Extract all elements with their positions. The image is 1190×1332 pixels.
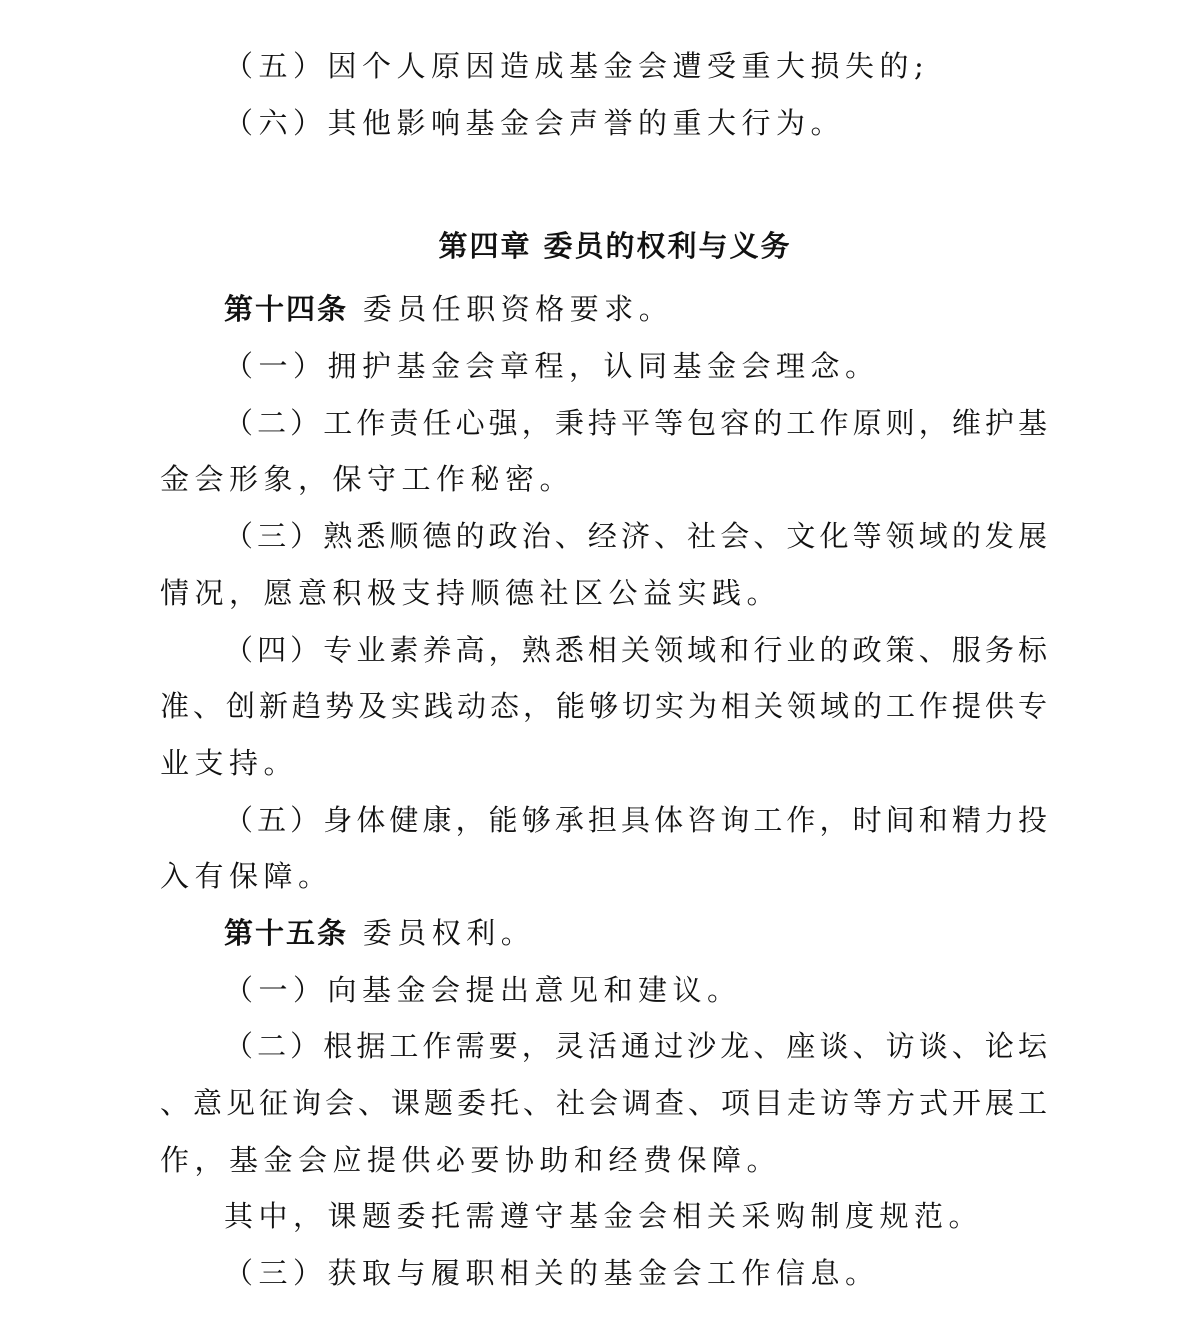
article-15-item-1: （一）向基金会提出意见和建议。 xyxy=(224,972,742,1007)
article-15-item-2-line-2: 、意见征询会、课题委托、社会调查、项目走访等方式开展工 xyxy=(160,1086,1050,1120)
document-page xyxy=(160,38,1050,1302)
article-14-item-2-line-1: （二）工作责任心强，秉持平等包容的工作原则，维护基 xyxy=(224,405,1050,440)
section-gap xyxy=(160,151,1050,211)
article-14-title: 第十四条 xyxy=(224,292,349,327)
article-15-line xyxy=(160,905,1050,962)
item-six-previous: （六）其他影响基金会声誉的重大行为。 xyxy=(224,105,846,140)
article-14-item-1: （一）拥护基金会章程，认同基金会理念。 xyxy=(224,349,880,384)
article-15-note: 其中，课题委托需遵守基金会相关采购制度规范。 xyxy=(224,1199,984,1234)
article-14-item-3-line-1: （三）熟悉顺德的政治、经济、社会、文化等领域的发展 xyxy=(224,519,1050,554)
article-14-item-4-line-1: （四）专业素养高，熟悉相关领域和行业的政策、服务标 xyxy=(224,632,1050,667)
article-15-item-2-line-1: （二）根据工作需要，灵活通过沙龙、座谈、访谈、论坛 xyxy=(224,1029,1050,1064)
article-14-line xyxy=(160,281,1050,338)
chapter-heading: 第四章 委员的权利与义务 xyxy=(438,229,792,264)
article-14-text: 委员任职资格要求。 xyxy=(362,292,674,327)
article-15-item-2-line-3: 作，基金会应提供必要协助和经费保障。 xyxy=(160,1142,782,1177)
article-15-text: 委员权利。 xyxy=(362,915,536,950)
item-five-previous: （五）因个人原因造成基金会遭受重大损失的; xyxy=(224,49,930,83)
article-14-item-4-line-2: 准、创新趋势及实践动态，能够切实为相关领域的工作提供专 xyxy=(160,689,1050,724)
article-15-title: 第十五条 xyxy=(224,915,349,950)
article-14-item-4-line-3: 业支持。 xyxy=(160,745,299,780)
article-14-item-2-line-2: 金会形象，保守工作秘密。 xyxy=(160,462,575,497)
article-14-item-5-line-1: （五）身体健康，能够承担具体咨询工作，时间和精力投 xyxy=(224,802,1050,837)
article-14-item-5-line-2: 入有保障。 xyxy=(160,859,333,894)
article-14-item-3-line-2: 情况，愿意积极支持顺德社区公益实践。 xyxy=(160,575,782,610)
article-15-item-3: （三）获取与履职相关的基金会工作信息。 xyxy=(224,1256,880,1291)
